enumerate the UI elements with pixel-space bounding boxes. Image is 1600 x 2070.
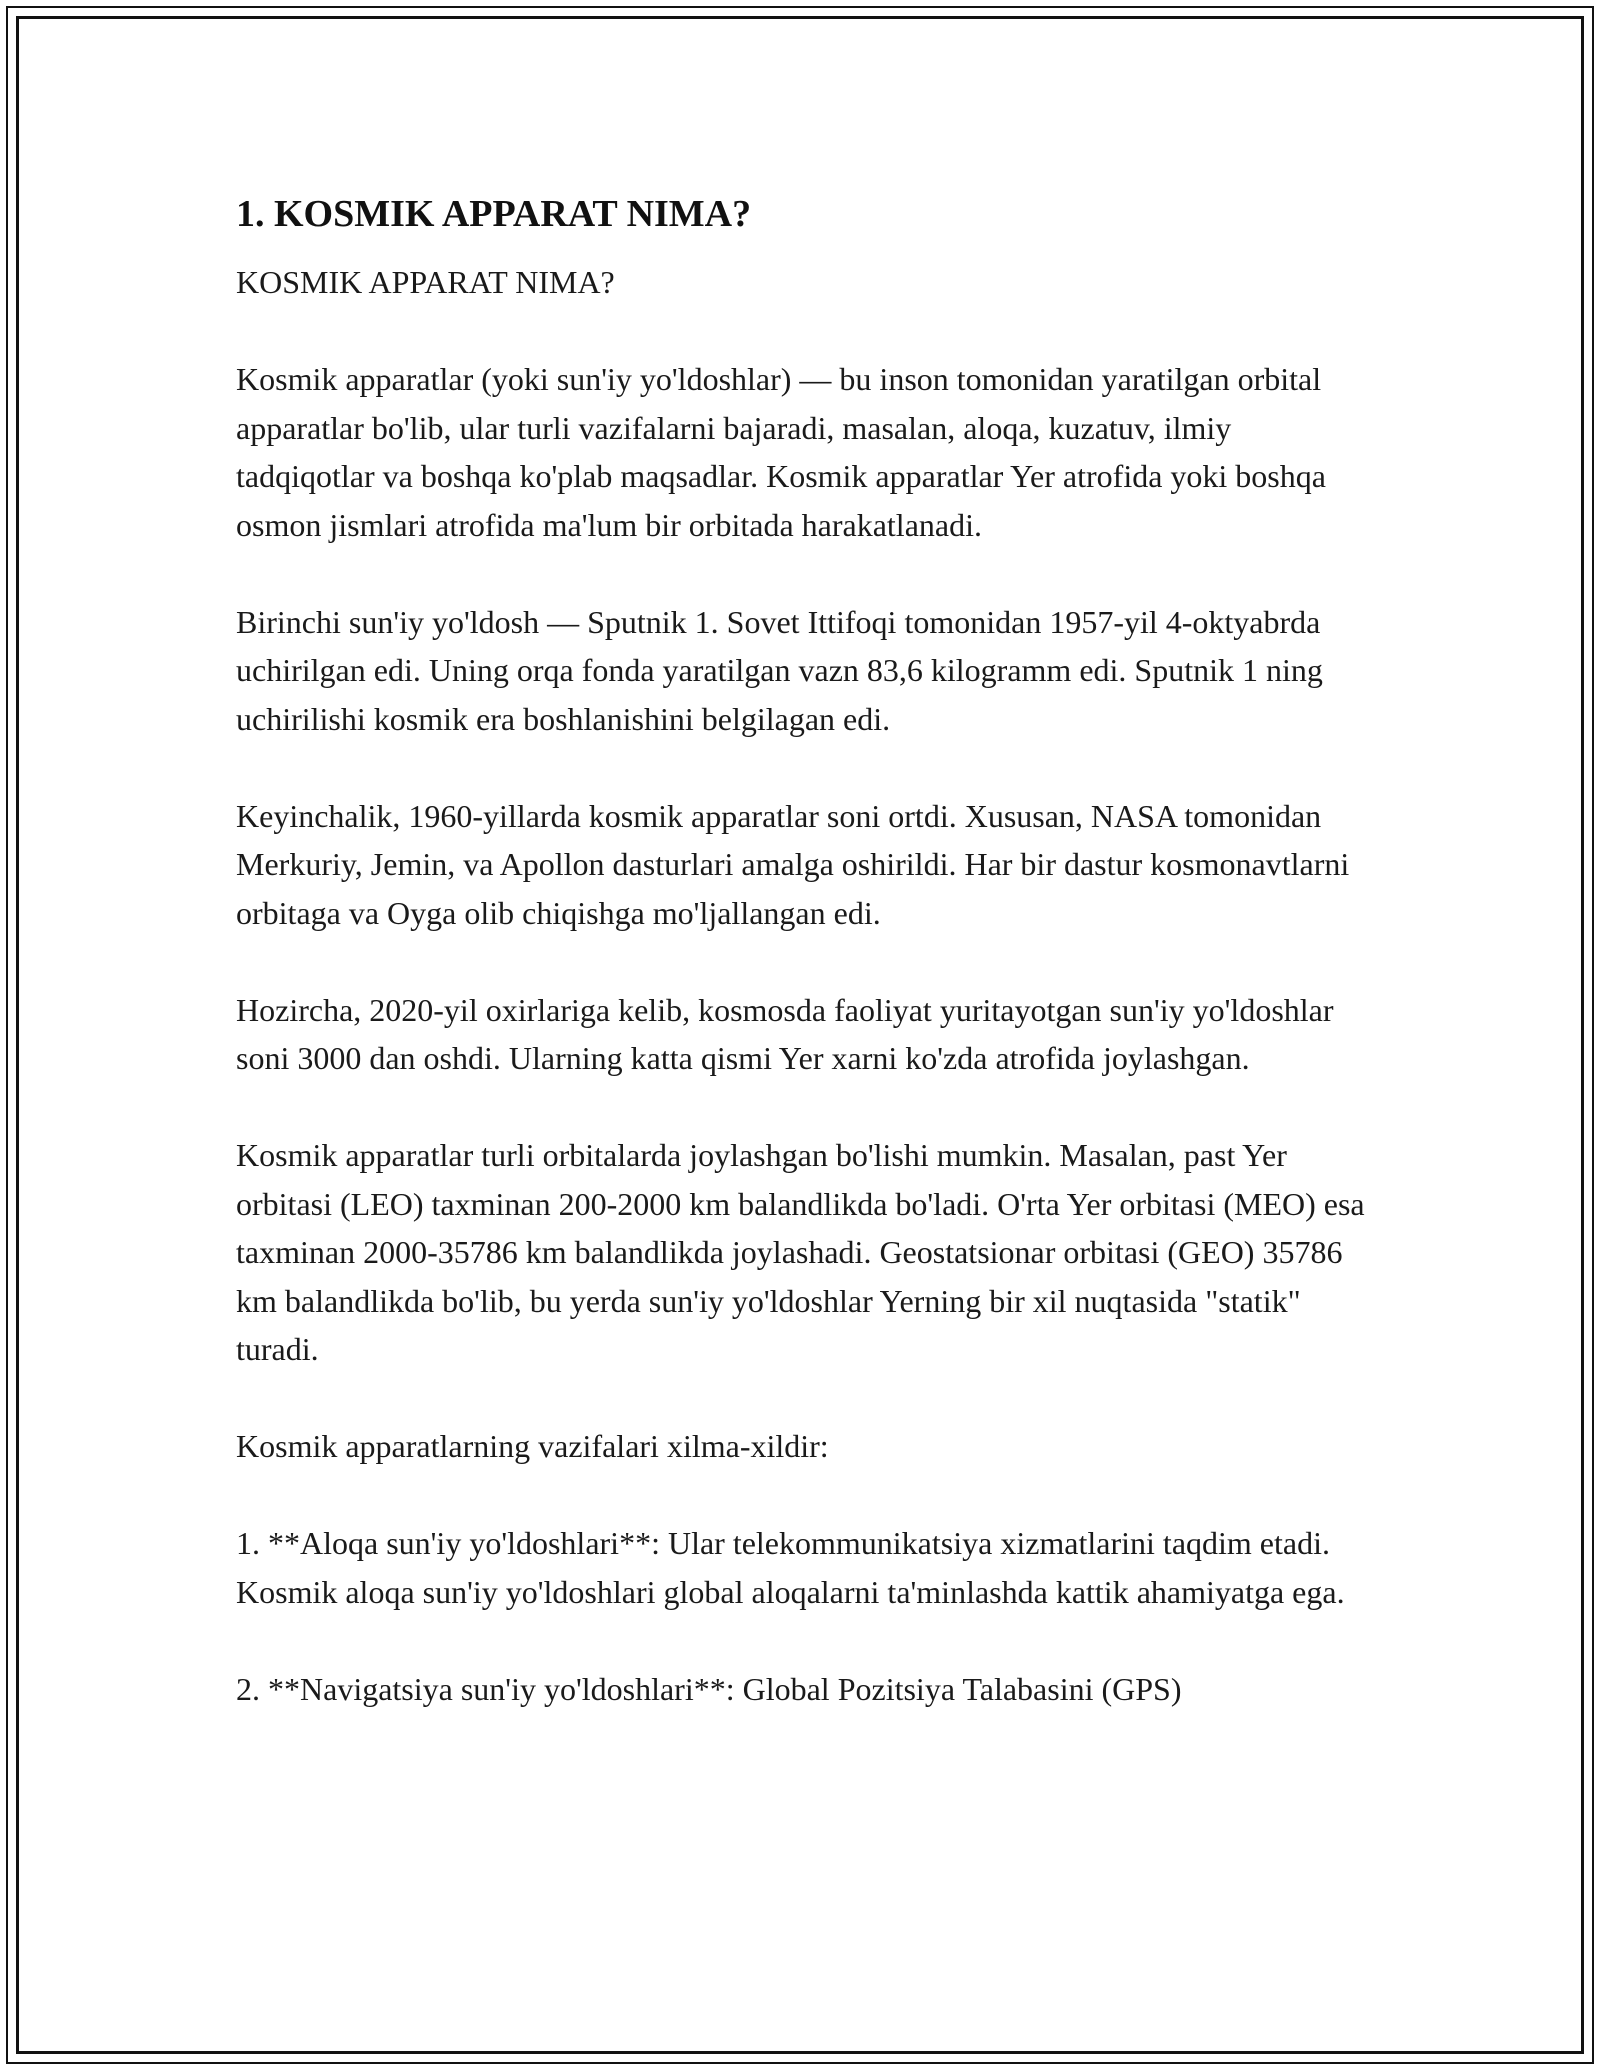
list-item-navigation: 2. **Navigatsiya sun'iy yo'ldoshlari**: Global Pozitsiya Talabasini (GPS)	[236, 1670, 1182, 1707]
paragraph-definition: Kosmik apparatlar (yoki sun'iy yo'ldoshlar) — bu inson tomonidan yaratilgan orbital apparatlar bo'lib, ular turli vazifalarni bajaradi, masalan, aloqa, kuzatuv, ilmiy tadqiqotlar va boshqa ko'plab maqsadlar. Kosmik apparatlar Yer atrofida yoki boshqa osmon jismlari atrofida ma'lum bir orbitada harakatlanadi.	[236, 361, 1326, 543]
paragraph-functions-intro: Kosmik apparatlarning vazifalari xilma-xildir:	[236, 1428, 829, 1464]
paragraph-orbits: Kosmik apparatlar turli orbitalarda joylashgan bo'lishi mumkin. Masalan, past Yer orbitasi (LEO) taxminan 200-2000 km balandlikda bo'ladi. O'rta Yer orbitasi (MEO) esa taxminan 2000-35786 km balandlikda joylashadi. Geostatsionar orbitasi (GEO) 35786 km balandlikda bo'lib, bu yerda sun'iy yo'ldoshlar Yerning bir xil nuqtasida "statik" turadi.	[236, 1137, 1365, 1367]
section-heading: 1. KOSMIK APPARAT NIMA?	[236, 193, 752, 235]
subheading-text: KOSMIK APPARAT NIMA?	[236, 264, 615, 300]
paragraph-sputnik: Birinchi sun'iy yo'ldosh — Sputnik 1. Sovet Ittifoqi tomonidan 1957-yil 4-oktyabrda uchirilgan edi. Uning orqa fonda yaratilgan vazn 83,6 kilogramm edi. Sputnik 1 ning uchirilishi kosmik era boshlanishini belgilagan edi.	[236, 603, 1323, 737]
paragraph-1960s: Keyinchalik, 1960-yillarda kosmik apparatlar soni ortdi. Xususan, NASA tomonidan Merkuriy, Jemin, va Apollon dasturlari amalga oshirildi. Har bir dastur kosmonavtlarni orbitaga va Oyga olib chiqishga mo'ljallangan edi.	[236, 797, 1350, 931]
document-body	[236, 186, 1376, 1762]
list-item-communication: 1. **Aloqa sun'iy yo'ldoshlari**: Ular telekommunikatsiya xizmatlarini taqdim etadi. Kosmik aloqa sun'iy yo'ldoshlari global aloqalarni ta'minlashda kattik ahamiyatga ega.	[236, 1525, 1345, 1610]
paragraph-2020: Hozircha, 2020-yil oxirlariga kelib, kosmosda faoliyat yuritayotgan sun'iy yo'ldoshlar soni 3000 dan oshdi. Ularning katta qismi Yer xarni ko'zda atrofida joylashgan.	[236, 991, 1334, 1076]
